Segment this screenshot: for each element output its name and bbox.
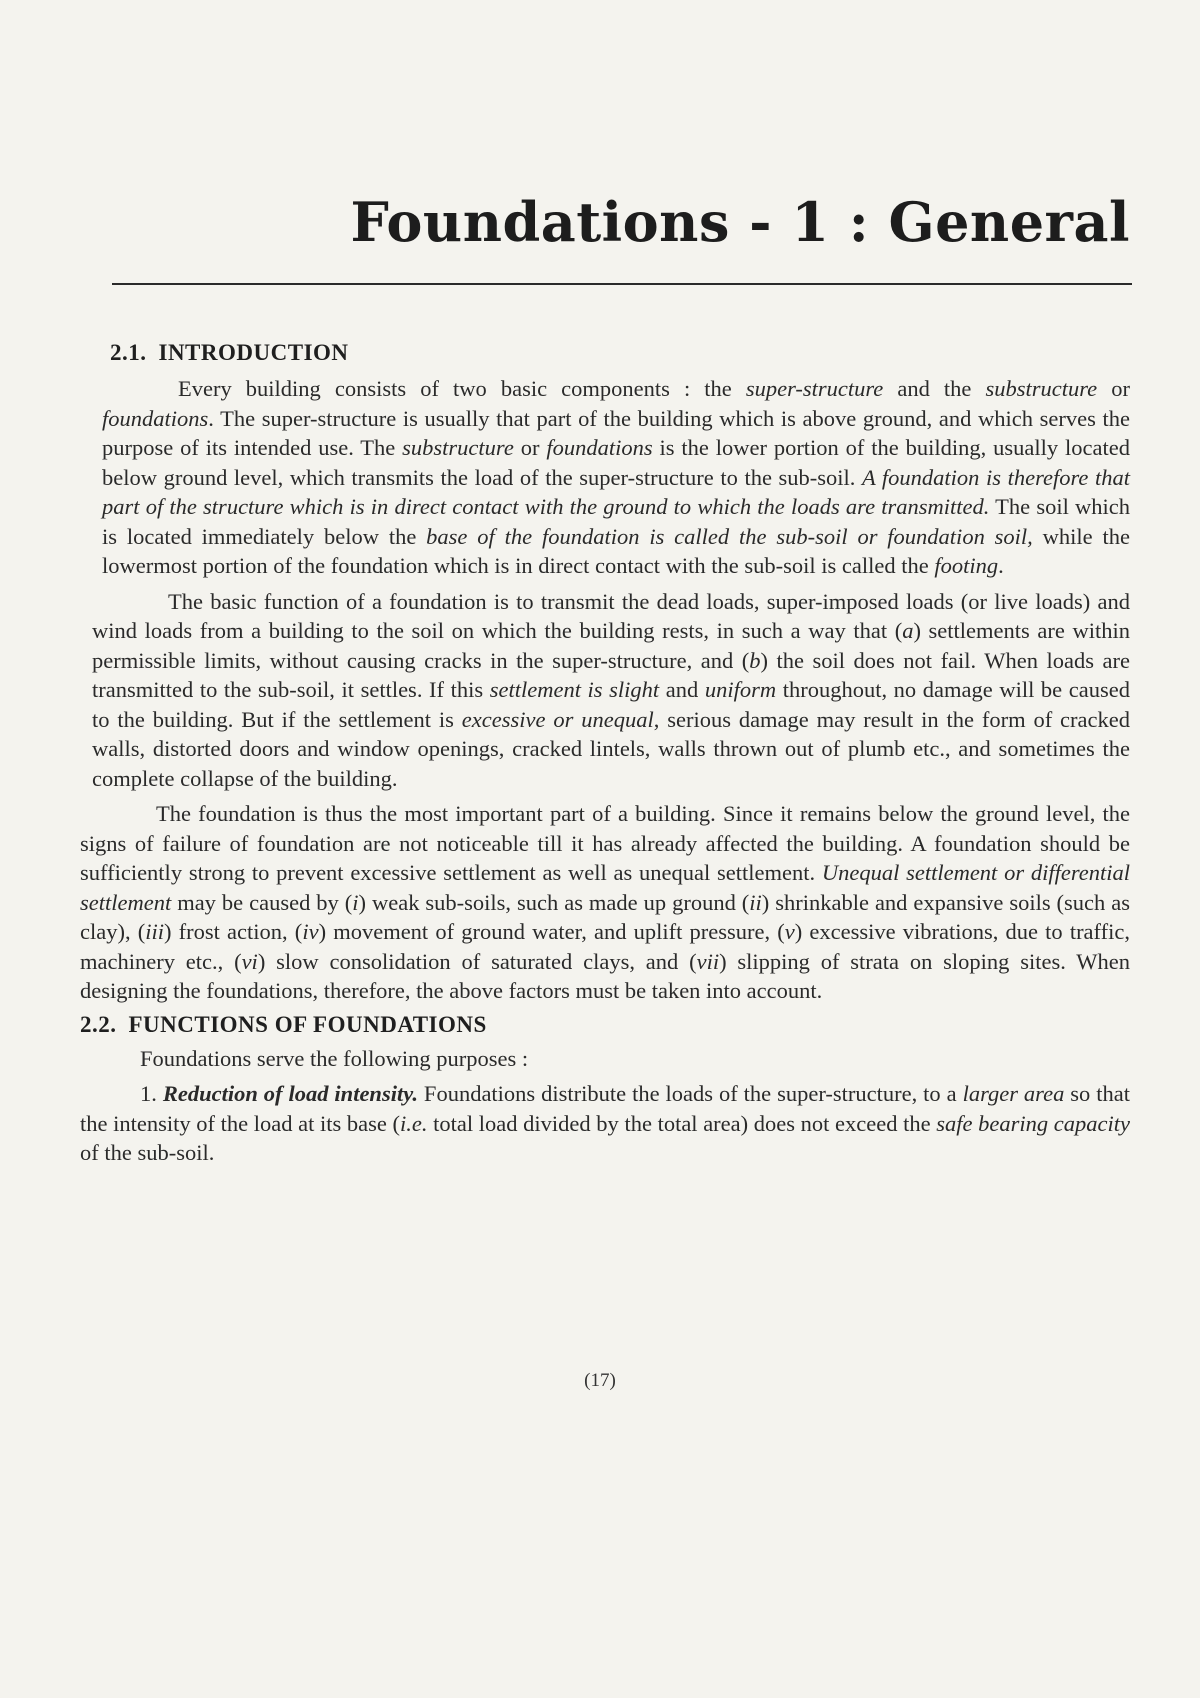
text-run: throughout, no damage will be caused to the building. But if the settlement is [92,677,1130,732]
text-run: The basic function of a foundation is to transmit the dead loads, super-imposed loads (or live loads) and wind loads from a building to the soil on which the building rests, in such a way that ( [92,588,1130,643]
section-heading-functions [80,1012,1130,1038]
section-title: INTRODUCTION [158,340,349,365]
italic-text: foundations [102,405,209,431]
paragraph [92,587,1130,794]
text-run: of the sub-soil. [80,1140,215,1165]
text-run: total load divided by the total area) does not exceed the [427,1110,937,1136]
italic-text: Unequal settlement or differential settlement [80,860,1130,915]
text-run: so that the intensity of the load at its base ( [80,1081,1130,1136]
italic-text: iv [302,919,319,944]
text-run: ) slow consolidation of saturated clays, and ( [257,948,697,974]
text-run: and the [883,376,986,401]
italic-text: excessive or unequal [461,706,654,732]
italic-text: a [902,618,914,643]
text-run: . [998,553,1004,578]
text-run: Foundations serve the following purposes : [140,1045,529,1071]
italic-text: iii [145,919,165,944]
section-number: 2.2. [80,1011,117,1037]
paragraph [80,1044,1130,1074]
italic-text: safe bearing capacity [936,1110,1130,1136]
text-run: . The super-structure is usually that part of the building which is above ground, and which serves the purpose of its intended use. The [102,405,1130,460]
text-run: Every building consists of two basic components : the [178,376,746,401]
section-number: 2.1. [110,340,147,365]
page-content [80,340,1130,1174]
italic-text: ii [749,889,762,915]
italic-text: A foundation is therefore that part of the structure which is in direct contact with the ground to which the loads are transmitted. [102,464,1130,519]
text-run: ) frost action, ( [164,919,303,944]
text-run: or [1097,376,1130,401]
text-run: Foundations distribute the loads of the super-structure, to a [417,1081,963,1106]
text-run: ) slipping of strata on sloping sites. When designing the foundations, therefore, the above factors must be taken into account. [80,948,1130,1003]
italic-text: larger area [962,1081,1065,1106]
text-run: may be caused by ( [171,889,353,915]
text-run: ) settlements are within permissible limits, without causing cracks in the super-structure, and ( [92,618,1130,673]
text-run: and [659,677,705,702]
italic-text: super-structure [745,376,884,401]
text-run: ) weak sub-soils, such as made up ground ( [358,889,750,915]
italic-text: i.e. [400,1110,428,1136]
text-run: ) the soil does not fail. When loads are transmitted to the sub-soil, it settles. If this [92,647,1130,702]
text-run: The soil which is located immediately below the [102,494,1130,549]
section-title: FUNCTIONS OF FOUNDATIONS [128,1011,487,1037]
paragraph [80,799,1130,1006]
italic-text: settlement is slight [489,677,660,702]
italic-text: footing [934,553,999,578]
italic-text: substructure [402,435,514,460]
italic-text: i [352,889,359,915]
italic-text: b [749,647,761,673]
italic-text: vii [696,948,720,974]
text-run: is the lower portion of the building, usually located below ground level, which transmits the load of the super-structure to the sub-soil. [102,435,1130,490]
page-number: (17) [584,1370,616,1391]
text-run: ) movement of ground water, and uplift pressure, ( [318,919,785,944]
italic-text: substructure [985,376,1098,401]
italic-text: base of the foundation is called the sub-soil or foundation soil, [426,523,1033,549]
text-run: ) shrinkable and expansive soils (such as clay), ( [80,889,1130,944]
italic-text: foundations [546,435,653,460]
italic-text: vi [241,948,258,974]
text-run: The foundation is thus the most important part of a building. Since it remains below the ground level, the signs of failure of foundation are not noticeable till it has already affected the building. A foundation should be sufficiently strong to prevent excessive settlement as well as unequal settlement. [80,801,1130,885]
section-heading-introduction [110,340,1130,366]
text-run: 1. [140,1081,163,1106]
text-run: , serious damage may result in the form of cracked walls, distorted doors and window openings, cracked lintels, walls thrown out of plumb etc., and sometimes the complete collapse of the building. [92,706,1130,791]
italic-text: v [784,919,795,944]
bold-italic-text: Reduction of load intensity. [162,1081,418,1106]
list-item [80,1079,1130,1168]
text-run: while the lowermost portion of the foundation which is in direct contact with the sub-soil is called the [102,523,1130,578]
title-rule [112,283,1132,285]
italic-text: uniform [704,677,777,702]
chapter-title: Foundations - 1 : General [350,190,1130,254]
text-run: or [513,435,547,460]
paragraph [102,374,1130,581]
text-run: ) excessive vibrations, due to traffic, machinery etc., ( [80,919,1130,974]
